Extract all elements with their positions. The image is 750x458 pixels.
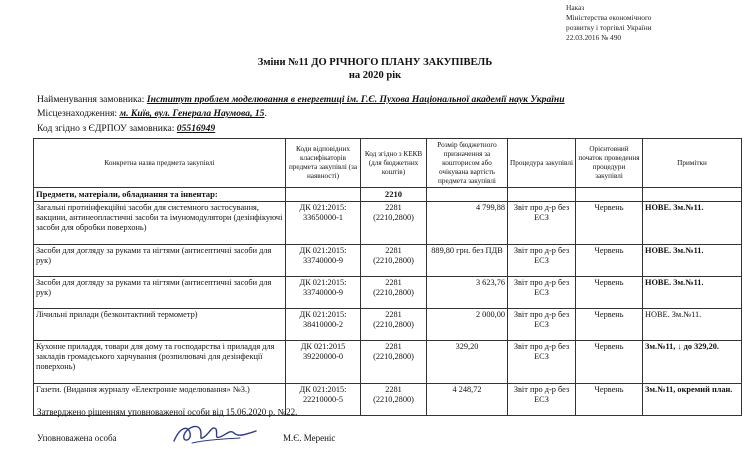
item-procedure: Звіт про д-р без ЕСЗ [508,341,576,384]
item-kekv-line: (2210,2800) [373,288,414,297]
customer-code-line [37,123,215,135]
item-code-line: 39220000-0 [302,352,344,361]
item-kekv-line: (2210,2800) [373,320,414,329]
table-row [34,309,742,341]
item-kekv [361,341,427,384]
header-notes: Примітки [643,139,742,188]
item-kekv-line: 2281 [385,385,402,394]
item-budget: 329,20 [427,341,508,384]
item-procedure: Звіт про д-р без ЕСЗ [508,202,576,245]
item-kekv-line: (2210,2800) [373,352,414,361]
item-code-line: 33740000-9 [302,256,344,265]
item-start: Червень [576,245,643,277]
item-procedure: Звіт про д-р без ЕСЗ [508,277,576,309]
approval-note: Затверджено рішенням уповноваженої особи від 15.06.2020 р. №22. [37,407,298,417]
section-label: Предмети, матеріали, обладнання та інвентар: [34,188,286,202]
item-procedure: Звіт про д-р без ЕСЗ [508,384,576,416]
item-start: Червень [576,309,643,341]
item-note: Зм.№11, ↓ до 329,20. [643,341,742,384]
item-kekv-line: (2210,2800) [373,213,414,222]
item-budget: 889,80 грн. без ПДВ [427,245,508,277]
item-code [286,202,361,245]
section-kekv: 2210 [361,188,427,202]
section-empty [508,188,576,202]
item-kekv [361,202,427,245]
item-note: НОВЕ. Зм.№11. [643,309,742,341]
authorized-person-label: Уповноважена особа [37,433,117,443]
item-code-line: 33740000-9 [302,288,344,297]
item-code-line: ДК 021:2015: [299,246,347,255]
item-note: НОВЕ. Зм.№11. [643,277,742,309]
item-name: Засоби для догляду за руками та нігтями (антисептичні засоби для рук) [34,277,286,309]
handwritten-signature [170,419,260,449]
item-kekv-line: (2210,2800) [373,256,414,265]
item-code [286,341,361,384]
header-codes: Коди відповідних класифікаторів предмета закупівлі (за наявності) [286,139,361,188]
customer-name-label: Найменування замовника: [37,94,145,105]
customer-code-label: Код згідно з ЄДРПОУ замовника: [37,123,175,134]
item-start: Червень [576,277,643,309]
order-reference [566,3,652,43]
customer-location-value: м. Київ, вул. Генерала Наумова, 15 [119,108,265,119]
table-row [34,202,742,245]
customer-name-value: Інститут проблем моделювання в енергетиці ім. Г.Є. Пухова Національної академії наук України [146,94,565,105]
table-row [34,277,742,309]
section-empty [286,188,361,202]
header-procedure: Процедура закупівлі [508,139,576,188]
customer-location-line: Місцезнаходження: м. Київ, вул. Генерала Наумова, 15. [37,108,267,119]
item-code-line: ДК 021:2015: [299,278,347,287]
item-name: Лічильні прилади (безконтактний термометр) [34,309,286,341]
item-kekv-line: 2281 [385,246,402,255]
item-start: Червень [576,341,643,384]
document-title [0,56,750,82]
table-row [34,245,742,277]
item-budget: 4 248,72 [427,384,508,416]
section-row [34,188,742,202]
item-name: Газети. (Видання журналу «Електронне моделювання» №3.) [34,384,286,416]
header-budget: Розмір бюджетного призначення за кошторисом або очікувана вартість предмета закупівлі [427,139,508,188]
item-kekv [361,309,427,341]
item-kekv-line: 2281 [385,310,402,319]
item-start: Червень [576,202,643,245]
item-budget: 4 799,88 [427,202,508,245]
table-header-row [34,139,742,188]
item-kekv [361,245,427,277]
item-code [286,309,361,341]
header-name: Конкретна назва предмета закупівлі [34,139,286,188]
section-empty [643,188,742,202]
item-code [286,245,361,277]
item-kekv [361,384,427,416]
item-code-line: ДК 021:2015: [299,203,347,212]
item-start: Червень [576,384,643,416]
item-code-line: 38410000-2 [302,320,344,329]
item-note: НОВЕ. Зм.№11. [643,202,742,245]
item-note: НОВЕ. Зм.№11. [643,245,742,277]
item-budget: 2 000,00 [427,309,508,341]
item-note: Зм.№11, окремий план. [643,384,742,416]
procurement-plan-table [33,138,742,416]
order-reference-line: Міністерства економічного [566,13,652,22]
item-kekv-line: 2281 [385,278,402,287]
header-start: Орієнтовний початок проведення процедури закупівлі [576,139,643,188]
item-name: Засоби для догляду за руками та нігтями (антисептичні засоби для рук) [34,245,286,277]
customer-location-label: Місцезнаходження: [37,108,118,119]
customer-name-line [37,94,565,106]
section-empty [576,188,643,202]
document-title-line2: на 2020 рік [348,70,402,81]
item-kekv-line: 2281 [385,342,402,351]
item-code [286,277,361,309]
item-kekv-line: (2210,2800) [373,395,414,404]
header-kekv: Код згідно з КЕКВ (для бюджетних коштів) [361,139,427,188]
item-procedure: Звіт про д-р без ЕСЗ [508,309,576,341]
item-code-line: ДК 021:2015 [300,342,346,351]
document-title-line1: Зміни №11 ДО РІЧНОГО ПЛАНУ ЗАКУПІВЕЛЬ [257,57,493,68]
table-row [34,341,742,384]
section-empty [427,188,508,202]
customer-code-value: 05516949 [176,123,216,134]
item-kekv-line: 2281 [385,203,402,212]
item-code-line: ДК 021:2015: [299,385,347,394]
order-reference-line: 22.03.2016 № 490 [566,33,622,42]
item-budget: 3 623,76 [427,277,508,309]
order-reference-line: Наказ [566,3,585,12]
item-procedure: Звіт про д-р без ЕСЗ [508,245,576,277]
item-kekv [361,277,427,309]
authorized-person-name: М.Є. Мереніс [283,433,336,443]
item-code-line: ДК 021:2015: [299,310,347,319]
item-name: Кухонне приладдя, товари для дому та господарства і приладдя для закладів громадського харчування (розпилювачі для дезінфекції поверхонь) [34,341,286,384]
item-name: Загальні протиінфекційні засоби для системного застосування, вакцини, антинеопластичні засоби та імуномодулятори (дезінфікуючі засоби для обробки поверхонь) [34,202,286,245]
item-code-line: 22210000-5 [302,395,344,404]
item-code-line: 33650000-1 [302,213,344,222]
order-reference-line: розвитку і торгівлі України [566,23,652,32]
